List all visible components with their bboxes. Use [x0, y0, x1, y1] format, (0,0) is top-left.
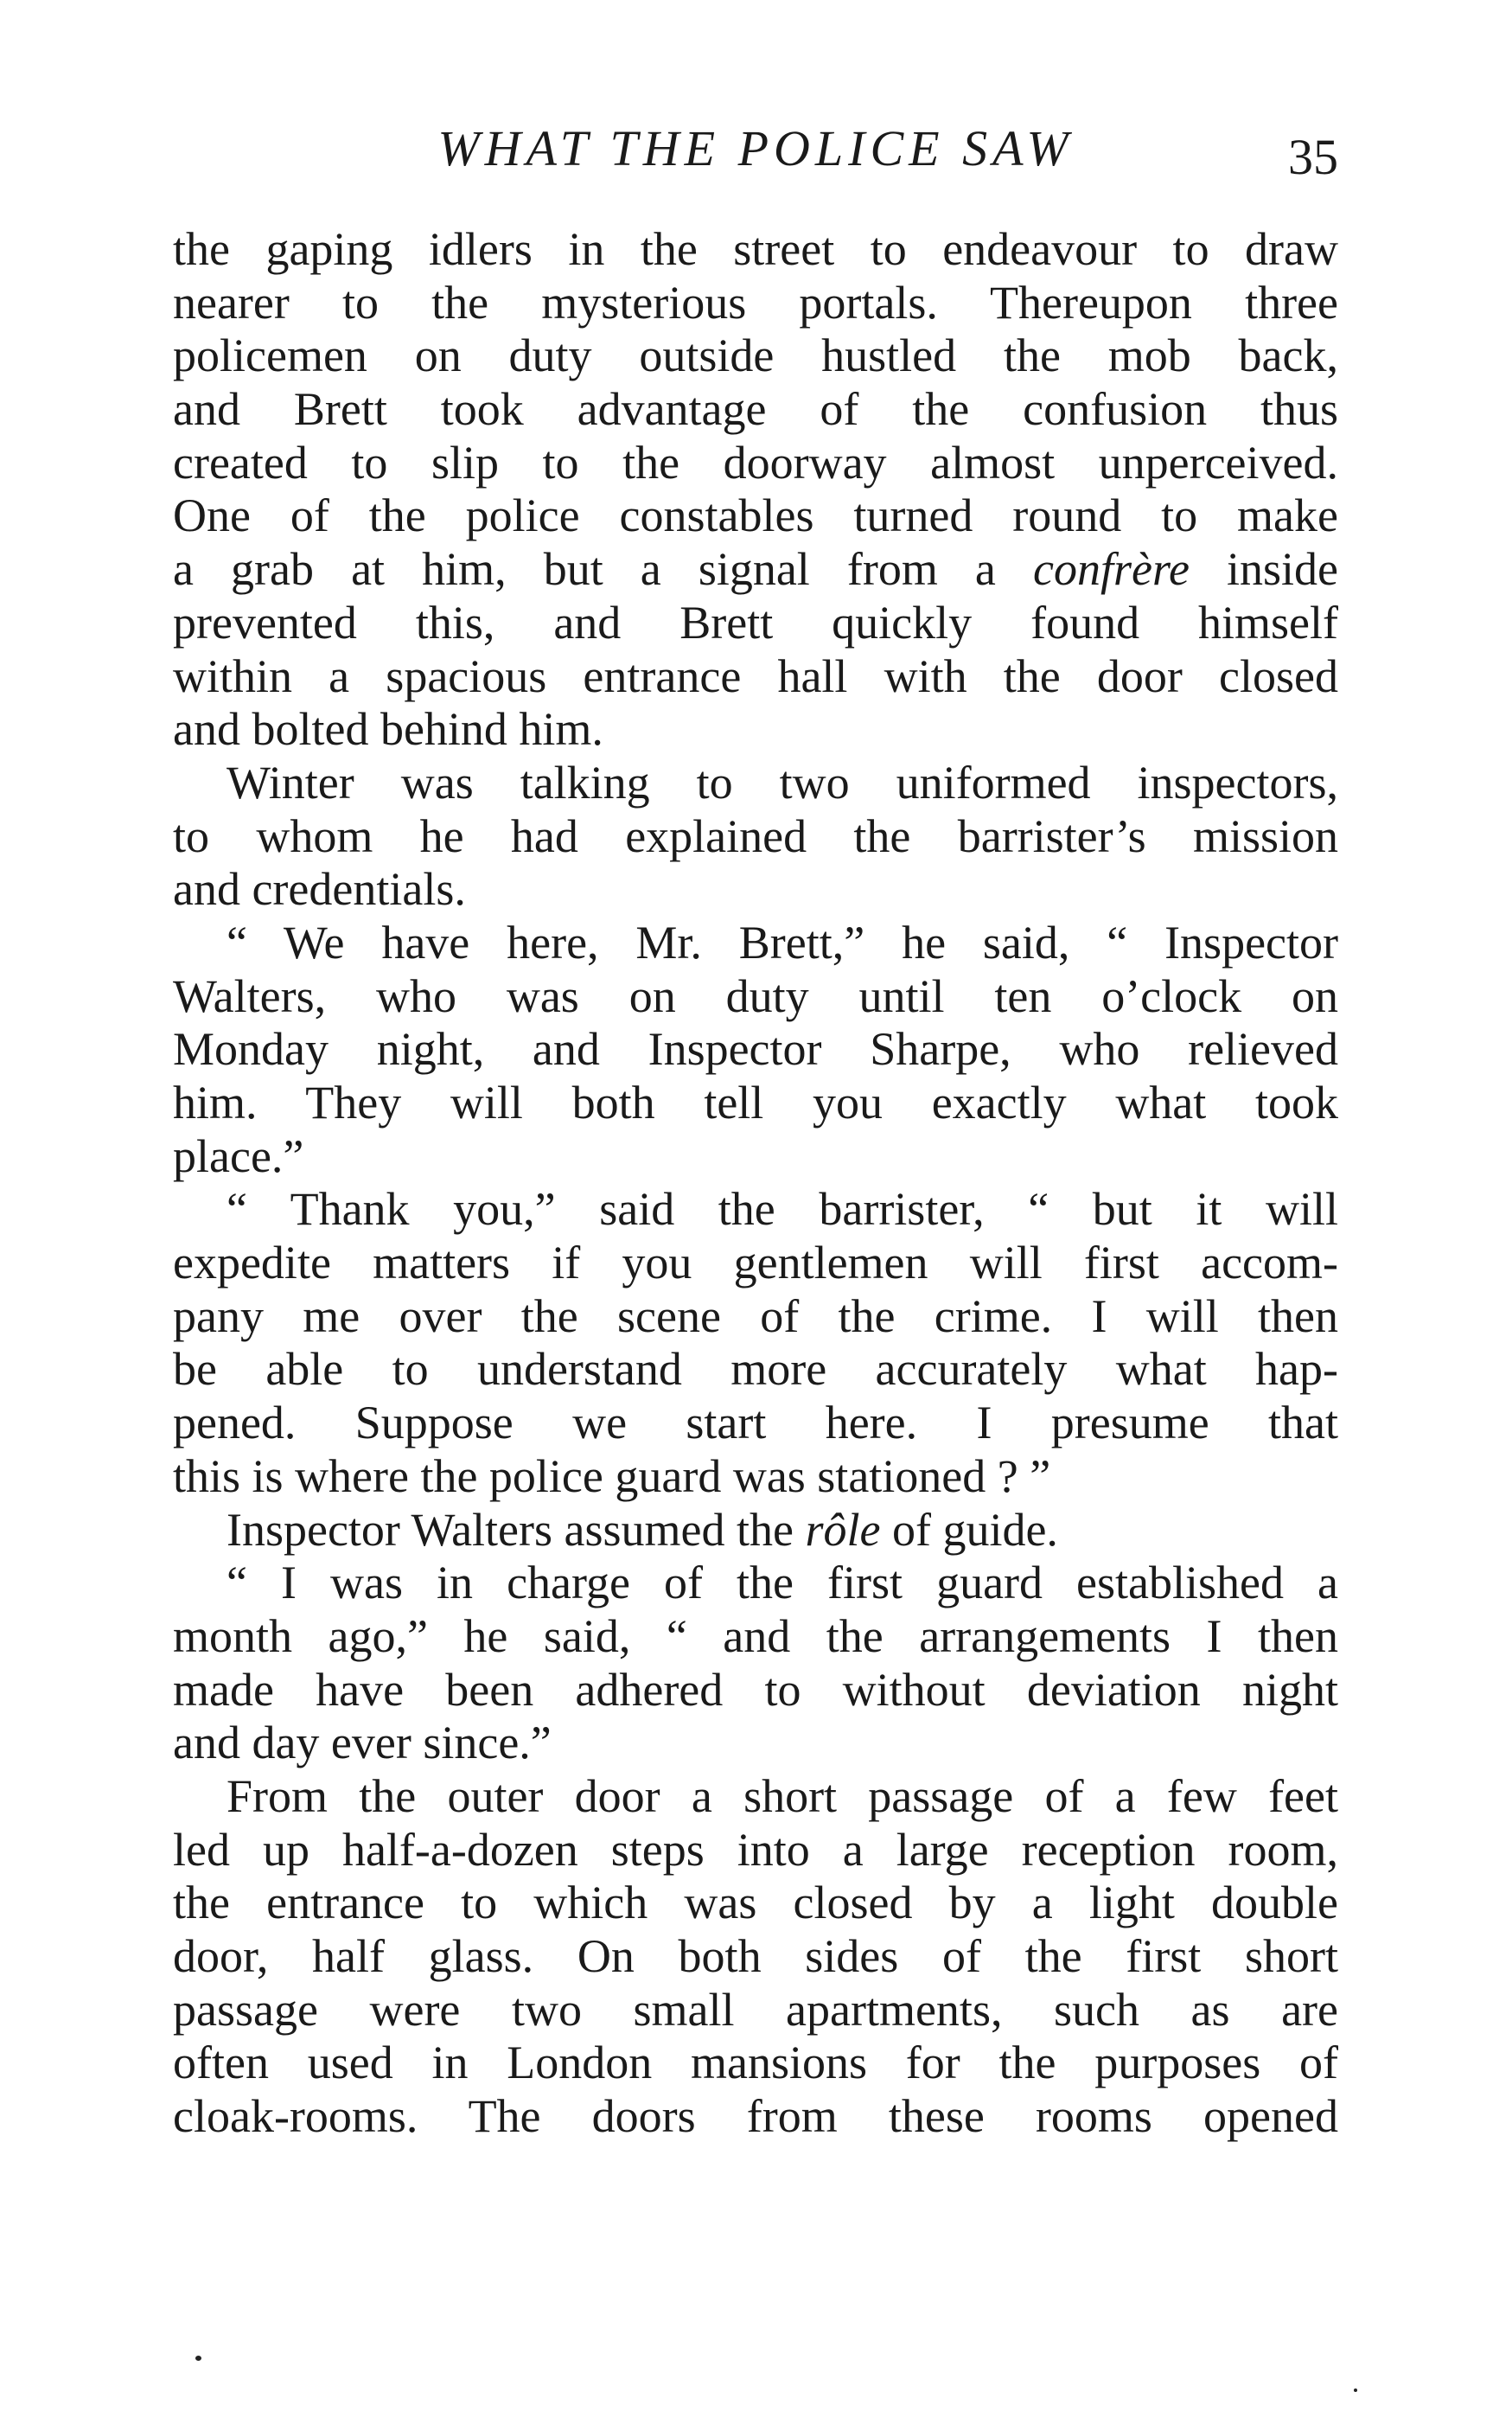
- text-line: the entrance to which was closed by a light double: [173, 1877, 1338, 1929]
- text-line: pened. Suppose we start here. I presume that: [173, 1397, 1338, 1449]
- running-head: [173, 114, 1338, 183]
- text-line: Walters, who was on duty until ten o’clock on: [173, 969, 1338, 1022]
- text-line: From the outer door a short passage of a few feet: [226, 1769, 1338, 1822]
- text-line: created to slip to the doorway almost unperceived.: [173, 436, 1338, 489]
- text-line: pany me over the scene of the crime. I will then: [173, 1289, 1338, 1342]
- text-line: prevented this, and Brett quickly found himself: [173, 596, 1338, 649]
- text-line: Winter was talking to two uniformed inspectors,: [226, 756, 1338, 809]
- text-line: to whom he had explained the barrister’s mission: [173, 809, 1338, 862]
- italic-word: confrère: [1032, 543, 1190, 596]
- text-line: and bolted behind him.: [173, 703, 603, 756]
- text-segment: a grab at him, but a signal from a: [173, 543, 1033, 596]
- text-segment: of guide.: [880, 1503, 1058, 1556]
- text-line: nearer to the mysterious portals. Thereupon three: [173, 276, 1338, 329]
- running-title: WHAT THE POLICE SAW: [437, 120, 1074, 176]
- text-line: [173, 543, 1338, 597]
- text-segment: Inspector Walters assumed the: [226, 1503, 806, 1556]
- text-line: this is where the police guard was stationed ? ”: [173, 1449, 1051, 1502]
- text-line: place.”: [173, 1129, 304, 1182]
- text-line: “ I was in charge of the first guard established a: [226, 1557, 1338, 1609]
- text-line: [173, 1504, 1338, 1557]
- text-line: made have been adhered to without deviation night: [173, 1663, 1338, 1716]
- text-line: the gaping idlers in the street to endeavour to draw: [173, 223, 1338, 275]
- text-line: Monday night, and Inspector Sharpe, who relieved: [173, 1023, 1338, 1076]
- text-line: “ Thank you,” said the barrister, “ but it will: [226, 1183, 1338, 1236]
- text-line: door, half glass. On both sides of the first short: [173, 1930, 1338, 1982]
- text-line: within a spacious entrance hall with the door closed: [173, 649, 1338, 702]
- text-line: often used in London mansions for the purposes of: [173, 2037, 1338, 2089]
- scan-speck: [1354, 2388, 1357, 2392]
- italic-word: rôle: [805, 1503, 881, 1556]
- scan-speck: [195, 2356, 201, 2361]
- page-number: 35: [1288, 129, 1338, 185]
- text-line: month ago,” he said, “ and the arrangements I then: [173, 1609, 1338, 1662]
- text-line: cloak-rooms. The doors from these rooms opened: [173, 2090, 1338, 2143]
- text-segment: inside: [1189, 543, 1338, 596]
- text-line: policemen on duty outside hustled the mob back,: [173, 329, 1338, 382]
- text-line: One of the police constables turned round to make: [173, 489, 1338, 542]
- text-line: “ We have here, Mr. Brett,” he said, “ Inspector: [226, 916, 1338, 969]
- body-text: [173, 223, 1338, 2144]
- text-line: passage were two small apartments, such as are: [173, 1983, 1338, 2036]
- text-line: be able to understand more accurately what hap-: [173, 1343, 1338, 1396]
- text-line: and credentials.: [173, 863, 466, 916]
- text-line: expedite matters if you gentlemen will first accom-: [173, 1237, 1338, 1289]
- text-line: led up half-a-dozen steps into a large reception room,: [173, 1823, 1338, 1876]
- text-line: and Brett took advantage of the confusion thus: [173, 383, 1338, 436]
- text-line: and day ever since.”: [173, 1717, 552, 1769]
- text-line: him. They will both tell you exactly what took: [173, 1077, 1338, 1129]
